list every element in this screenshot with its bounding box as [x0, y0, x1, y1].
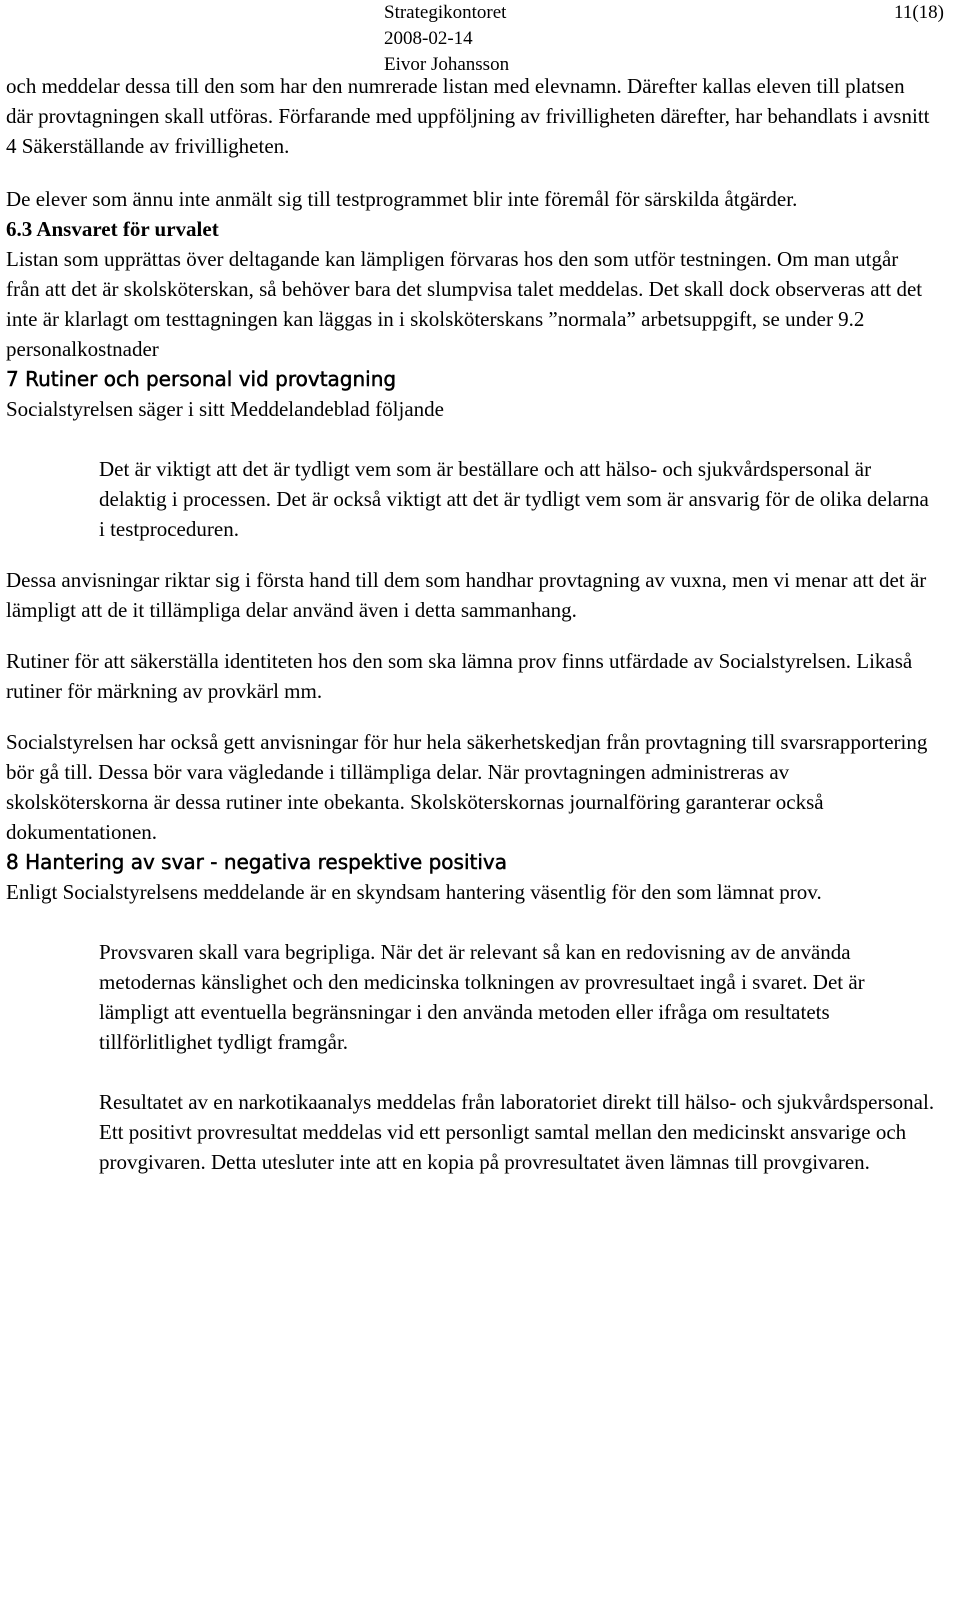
header-organization: Strategikontoret	[384, 2, 507, 23]
page-header	[0, 0, 960, 82]
quote-8-resultat: Resultatet av en narkotikaanalys meddelas från laboratoriet direkt till hälso- och sjukvårdspersonal. Ett positivt provresultat meddelas vid ett personligt samtal mellan den medicinskt ansvarige och provgivaren. Detta utesluter inte att en kopia på provresultatet även lämnas till provgivaren.	[99, 1090, 935, 1174]
heading-7: 7 Rutiner och personal vid provtagning	[6, 367, 397, 391]
quote-7	[6, 454, 936, 544]
header-date: 2008-02-14	[384, 28, 473, 49]
page-number: 11(18)	[894, 2, 944, 23]
paragraph-intro: och meddelar dessa till den som har den numrerade listan med elevnamn. Därefter kallas eleven till platsen där provtagningen skall utföras. Förfarande med uppföljning av frivilligheten därefter, har behandlats i avsnitt 4 Säkerställande av frivilligheten.	[6, 74, 930, 158]
paragraph-7-intro: Socialstyrelsen säger i sitt Meddelandeblad följande	[6, 397, 444, 421]
heading-6-3: 6.3 Ansvaret för urvalet	[6, 217, 219, 241]
paragraph-8-intro: Enligt Socialstyrelsens meddelande är en skyndsam hantering väsentlig för den som lämnat prov.	[6, 880, 822, 904]
heading-8: 8 Hantering av svar - negativa respektive positiva	[6, 850, 507, 874]
document-body	[6, 71, 936, 1177]
paragraph-7-anvisningar: Dessa anvisningar riktar sig i första hand till dem som handhar provtagning av vuxna, men vi menar att det är lämpligt att de it tillämpliga delar använd även i detta sammanhang.	[6, 568, 927, 622]
quote-8-provsvar: Provsvaren skall vara begripliga. När det är relevant så kan en redovisning av de använda metodernas känslighet och den medicinska tolkningen av provresultaet ingå i svaret. Det är lämpligt att eventuella begränsningar i den använda metoden eller ifråga om resultatets tillförlitlighet tydligt framgår.	[99, 940, 865, 1054]
header-author: Eivor Johansson	[384, 54, 510, 75]
paragraph-6-3-body: Listan som upprättas över deltagande kan lämpligen förvaras hos den som utför testningen. Om man utgår från att det är skolsköterskan, så behöver bara det slumpvisa talet meddelas. Det skall dock observeras att det inte är klarlagt om testtagningen kan läggas in i skolsköterskans ”normala” arbetsuppgift, se under 9.2 personalkostnader	[6, 247, 923, 361]
paragraph-7-sakerhetskedja: Socialstyrelsen har också gett anvisningar för hur hela säkerhetskedjan från provtagning till svarsrapportering bör gå till. Dessa bör vara vägledande i tillämpliga delar. När provtagningen administreras av skolsköterskorna är dessa rutiner inte obekanta. Skolsköterskornas journalföring garanterar också dokumentationen.	[6, 730, 928, 844]
paragraph-7-rutiner: Rutiner för att säkerställa identiteten hos den som ska lämna prov finns utfärdade av Socialstyrelsen. Likaså rutiner för märkning av provkärl mm.	[6, 649, 913, 703]
quote-8	[6, 937, 936, 1177]
paragraph-elever: De elever som ännu inte anmält sig till testprogrammet blir inte föremål för särskilda åtgärder.	[6, 187, 798, 211]
header-meta	[384, 0, 509, 78]
quote-7-text: Det är viktigt att det är tydligt vem som är beställare och att hälso- och sjukvårdspersonal är delaktig i processen. Det är också viktigt att det är tydligt vem som är ansvarig för de olika delarna i testproceduren.	[99, 457, 929, 541]
